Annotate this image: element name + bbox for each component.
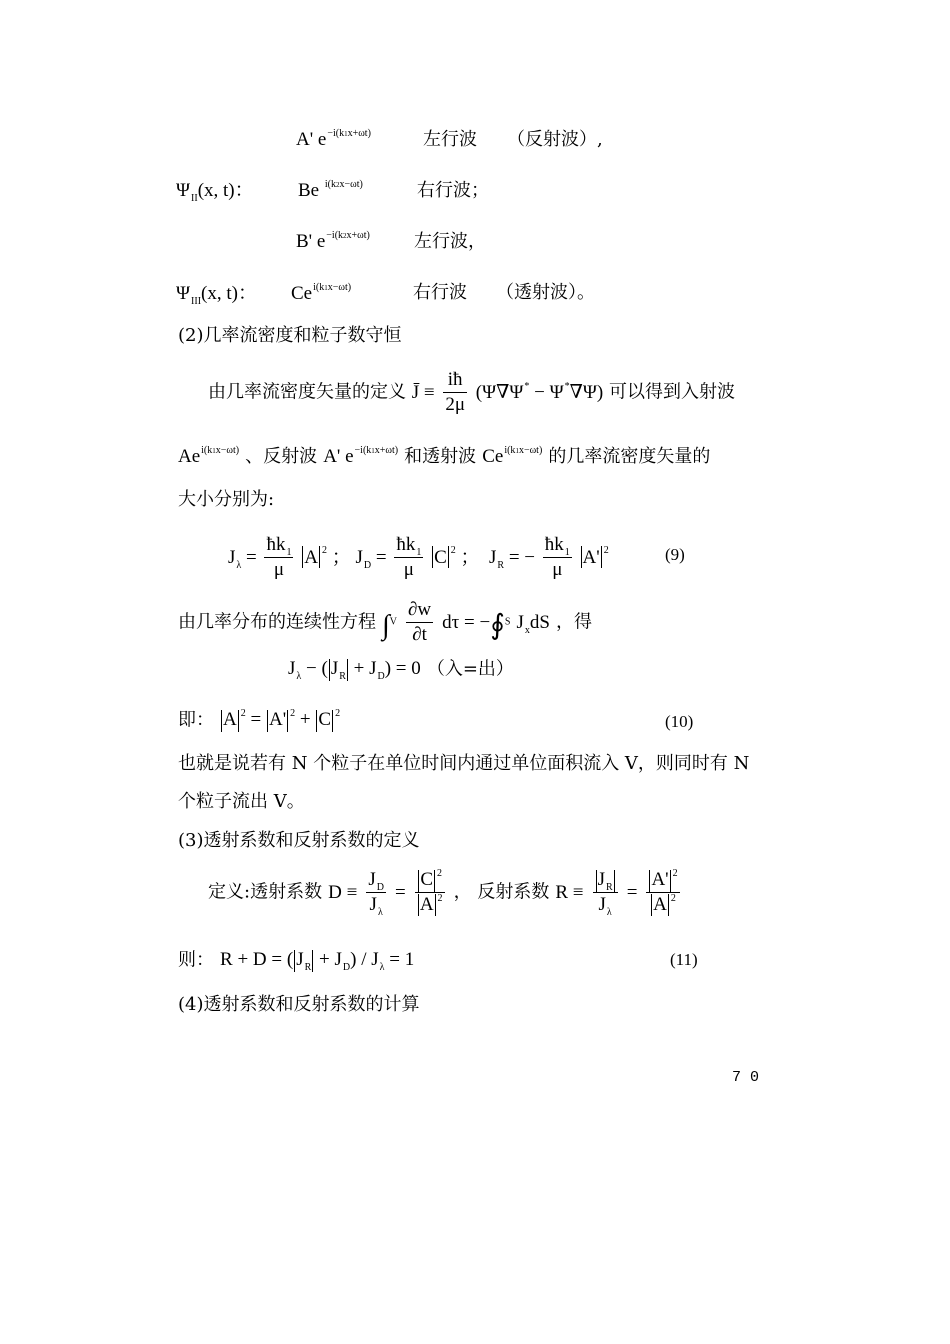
psi-ii-label: $\Psi_{II}(x$, t)： bbox=[176, 180, 254, 204]
current-density-definition: 由几率流密度矢量的定义 J̄ ≡ $\frac{iħ}{2\mu}$ (Ψ∇Ψ* − Ψ*∇Ψ) 可以得到入射波 bbox=[208, 369, 735, 415]
psi-iii-label: $\Psi_{III}(x$, t)： bbox=[176, 283, 257, 307]
transmitted-note: （透射波）。 bbox=[496, 282, 595, 303]
paragraph-line-2: 个粒子流出 V。 bbox=[178, 791, 305, 812]
continuity-line: 由几率分布的连续性方程 ∫V $\frac{\partial w}{\partial t}$ dτ = −∮S $J_xdS$ ，得 bbox=[178, 599, 592, 645]
section-2-heading: (2)几率流密度和粒子数守恒 bbox=[178, 325, 402, 346]
magnitudes-text: 大小分别为: bbox=[178, 489, 275, 510]
section-3-heading: (3)透射系数和反射系数的定义 bbox=[178, 830, 420, 851]
equation-number-11: (11) bbox=[670, 950, 698, 969]
equation-number-9: (9) bbox=[665, 545, 685, 564]
equation-10: 即： A $^2$ = A' $^2$ + C $^2$ bbox=[178, 708, 341, 731]
reflected-note: （反射波）, bbox=[507, 129, 603, 150]
left-wave-label: 左行波 bbox=[423, 129, 477, 150]
coefficient-definitions: 定义:透射系数 D ≡ $\frac{J_D}{J_\lambda}$ = $\frac{C ^2}{A ^2}$ ， 反射系数 R ≡ $\frac{J_R}{J_\lambda}$ = $\frac{A' ^2}{A ^2}$ bbox=[208, 868, 678, 918]
psi-ii-right-wave: Be $^{i(k2x-\omega t)}$ bbox=[298, 179, 363, 201]
equation-9: $J_\lambda$ = $\frac{ħk_1}{\mu}$ A $^2$ ； $J_D$ = $\frac{ħk_1}{\mu}$ C $^2$ ； $J_R$ = − $\frac{ħk_1}{\mu}$ A' $^2$ bbox=[228, 534, 609, 580]
reflected-wave-row: A' $e^{-i(k1x+\omega t)}$ bbox=[296, 128, 371, 150]
section-4-heading: (4)透射系数和反射系数的计算 bbox=[178, 994, 420, 1015]
page-number: 7 0 bbox=[732, 1069, 760, 1086]
psi-iii-wave: $Ce^{i(k1x-\omega t)}$ bbox=[291, 282, 352, 304]
psi-ii-left-wave: B' $e^{-i(k2x+\omega t)}$ bbox=[296, 230, 370, 252]
psi-iii-right-label: 右行波 bbox=[413, 282, 467, 303]
equation-11: 则： R + D = ( $J_R + J_D) / J_\lambda = 1$ bbox=[178, 949, 415, 974]
equation-number-10: (10) bbox=[665, 712, 694, 731]
paragraph-line-1: 也就是说若有 N 个粒子在单位时间内通过单位面积流入 V，则同时有 N bbox=[178, 753, 750, 774]
conservation-equation: $J_\lambda$ − ( $J_R + J_D) = 0$ （入=出） bbox=[288, 658, 514, 683]
psi-ii-left-label: 左行波， bbox=[414, 231, 486, 252]
waves-line: $Ae^{i(k1x-\omega t)}$ 、反射波 A' $e^{-i(k1x+\omega t)}$ 和透射波 $Ce^{i(k1x-\omega t)}$ 的几率流密度矢量的 bbox=[178, 445, 711, 467]
psi-ii-right-label: 右行波； bbox=[417, 180, 489, 201]
